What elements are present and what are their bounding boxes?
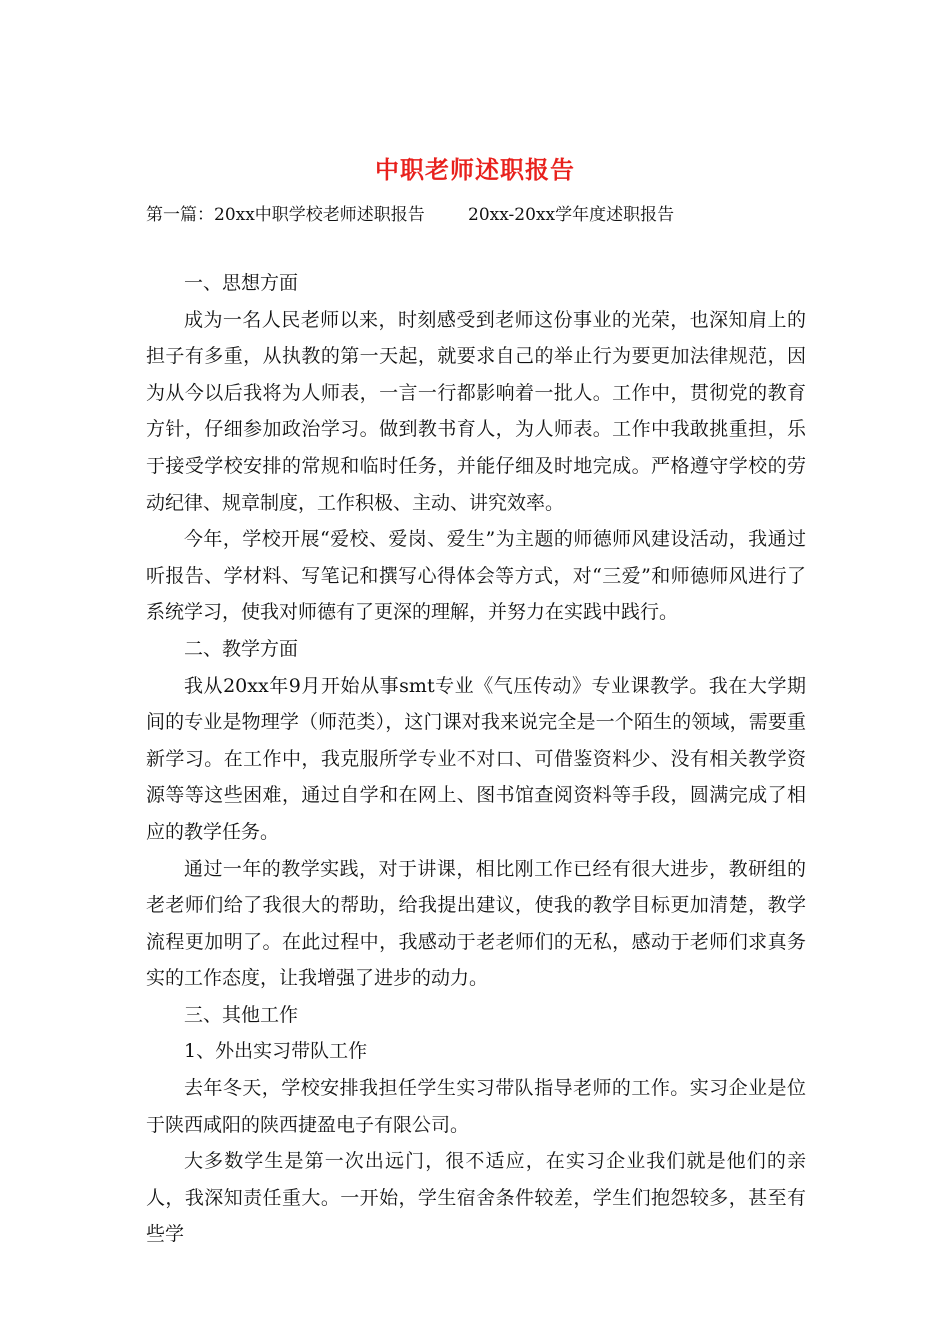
paragraph: 我从20xx年9月开始从事smt专业《气压传动》专业课教学。我在大学期间的专业是物理学（师范类），这门课对我来说完全是一个陌生的领域，需要重新学习。在工作中，我克服所学专业不对口、可借鉴资料少、没有相关教学资源等等这些困难，通过自学和在网上、图书馆查阅资料等手段，圆满完成了相应的教学任务。	[146, 674, 806, 843]
section-heading-thought: 一、思想方面	[184, 272, 299, 294]
subsection-heading-internship: 1、外出实习带队工作	[184, 1040, 368, 1063]
paragraph: 成为一名人民老师以来，时刻感受到老师这份事业的光荣，也深知肩上的担子有多重，从执教的第一天起，就要求自己的举止行为要更加法律规范，因为从今以后我将为人师表，一言一行都影响着一批人。工作中，贯彻党的教育方针，仔细参加政治学习。做到教书育人，为人师表。工作中我敢挑重担，乐于接受学校安排的常规和临时任务，并能仔细及时地完成。严格遵守学校的劳动纪律、规章制度，工作积极、主动、讲究效率。	[146, 308, 806, 514]
document-subtitle: 第一篇：20xx中职学校老师述职报告 20xx-20xx学年度述职报告	[146, 205, 675, 225]
document-title: 中职老师述职报告	[375, 155, 575, 184]
section-heading-teaching: 二、教学方面	[184, 637, 299, 660]
paragraph: 去年冬天，学校安排我担任学生实习带队指导老师的工作。实习企业是位于陕西咸阳的陕西捷盈电子有限公司。	[146, 1077, 806, 1136]
section-heading-other: 三、其他工作	[184, 1003, 299, 1026]
paragraph: 通过一年的教学实践，对于讲课，相比刚工作已经有很大进步，教研组的老老师们给了我很大的帮助，给我提出建议，使我的教学目标更加清楚，教学流程更加明了。在此过程中，我感动于老老师们的无私，感动于老师们求真务实的工作态度，让我增强了进步的动力。	[146, 857, 806, 990]
document-body	[146, 265, 806, 1253]
paragraph: 今年，学校开展“爱校、爱岗、爱生”为主题的师德师风建设活动，我通过听报告、学材料、写笔记和撰写心得体会等方式，对“三爱”和师德师风进行了系统学习，使我对师德有了更深的理解，并努力在实践中践行。	[146, 528, 806, 624]
paragraph: 大多数学生是第一次出远门，很不适应，在实习企业我们就是他们的亲人，我深知责任重大。一开始，学生宿舍条件较差，学生们抱怨较多，甚至有些学	[146, 1150, 806, 1246]
